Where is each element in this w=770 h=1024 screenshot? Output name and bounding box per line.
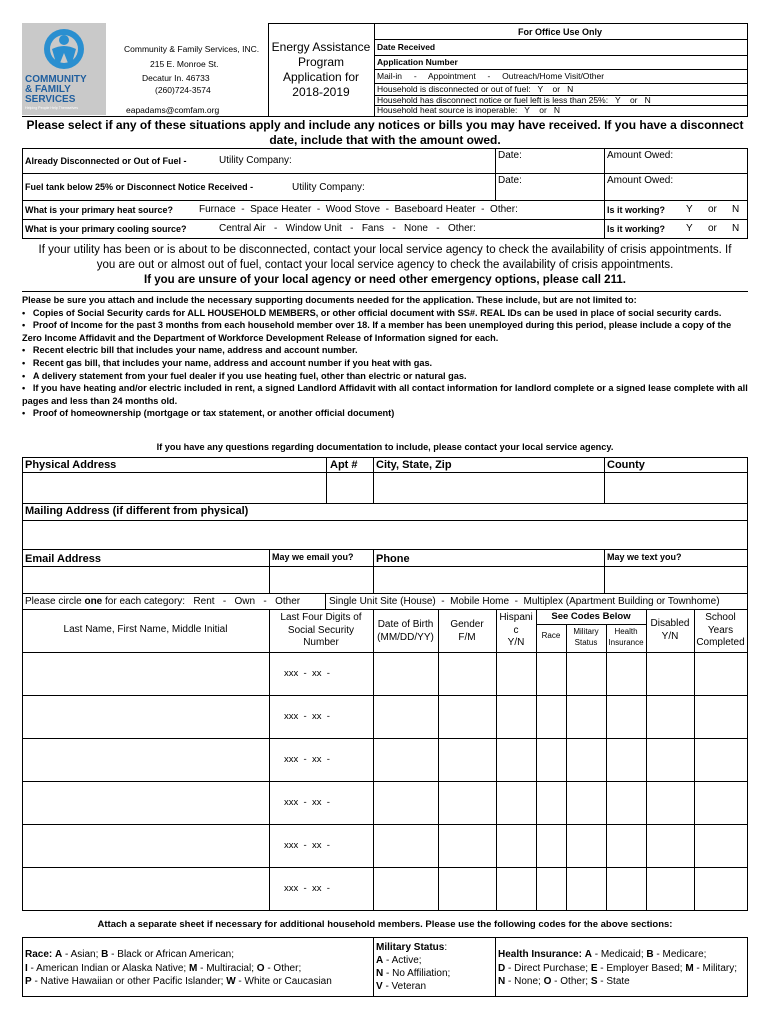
attach-note: Attach a separate sheet if necessary for additional household members. Please use the following codes for the above sections: xyxy=(97,919,673,930)
family-logo-icon xyxy=(42,27,86,71)
documents-list xyxy=(22,307,748,420)
amount-owed-label-1: Amount Owed: xyxy=(607,150,674,161)
org-city: Decatur In. 46733 xyxy=(142,73,210,83)
member-gender-cell[interactable] xyxy=(439,782,495,823)
member-hispanic-cell[interactable] xyxy=(497,825,535,866)
member-gender-cell[interactable] xyxy=(439,653,495,694)
document-item: • Copies of Social Security cards for ALL HOUSEHOLD MEMBERS, or other official document with SS#. REAL IDs can be used in place of social security cards. xyxy=(22,307,722,318)
member-race-cell[interactable] xyxy=(537,696,565,737)
race-codes-line1: Race: A - Asian; B - Black or African American; xyxy=(25,949,235,960)
member-health-cell[interactable] xyxy=(607,653,645,694)
ssn-prefix: xxx - xx - xyxy=(284,883,330,894)
cooling-working-or: or xyxy=(708,223,717,234)
notice-line1: If your utility has been or is about to be disconnected, contact your local service agency to check the availability of crisis appointments. If xyxy=(38,244,732,256)
situations-heading xyxy=(22,118,748,148)
member-military-cell[interactable] xyxy=(567,696,605,737)
physical-address-input[interactable] xyxy=(23,473,325,502)
see-codes-header: See Codes Below xyxy=(551,611,631,622)
member-health-cell[interactable] xyxy=(607,782,645,823)
logo-text-line3: SERVICES xyxy=(25,94,76,105)
member-name-cell[interactable] xyxy=(23,868,268,909)
fuel-below-label: Fuel tank below 25% or Disconnect Notice Received - xyxy=(25,182,254,192)
member-hispanic-cell[interactable] xyxy=(497,739,535,780)
may-email-input[interactable] xyxy=(270,567,372,592)
member-gender-cell[interactable] xyxy=(439,868,495,909)
org-phone: (260)724-3574 xyxy=(155,85,211,95)
member-ssn-cell[interactable] xyxy=(270,739,372,780)
member-disabled-cell[interactable] xyxy=(647,782,693,823)
cooling-source-options[interactable]: Central Air - Window Unit - Fans - None - Other: xyxy=(219,223,476,234)
member-race-cell[interactable] xyxy=(537,653,565,694)
health-codes-line3: N - None; O - Other; S - State xyxy=(498,976,630,987)
situations-heading-line1: Please select if any of these situations apply and include any notices or bills you may have received. If you have a disconnect xyxy=(26,118,744,132)
date-label-1: Date: xyxy=(498,150,522,161)
military-code-none: N - No Affiliation; xyxy=(376,968,451,979)
member-health-cell[interactable] xyxy=(607,739,645,780)
cooling-source-label: What is your primary cooling source? xyxy=(25,224,187,234)
race-codes-line3: P - Native Hawaiian or other Pacific Islander; W - White or Caucasian xyxy=(25,976,332,987)
document-item: • If you have heating and/or electric included in rent, a signed Landlord Affidavit with all contact information for landlord complete or a signed lease complete with all pages and less than 24 months old. xyxy=(22,383,748,406)
title-line1: Energy Assistance xyxy=(271,40,371,54)
utility-company-label-1: Utility Company: xyxy=(219,155,292,166)
application-number-field[interactable] xyxy=(470,56,746,68)
member-disabled-cell[interactable] xyxy=(647,868,693,909)
member-school-cell[interactable] xyxy=(695,653,746,694)
member-dob-cell[interactable] xyxy=(374,782,437,823)
member-gender-cell[interactable] xyxy=(439,825,495,866)
col-hispanic-header: Hispani c Y/N xyxy=(499,612,533,648)
member-health-cell[interactable] xyxy=(607,696,645,737)
heat-working-or: or xyxy=(708,204,717,215)
member-military-cell[interactable] xyxy=(567,825,605,866)
disconnect-notice-yn[interactable]: Household has disconnect notice or fuel left is less than 25%: Y or N xyxy=(377,95,651,105)
phone-label: Phone xyxy=(376,553,410,565)
member-race-cell[interactable] xyxy=(537,782,565,823)
document-item: • Proof of homeownership (mortgage or tax statement, or another official document) xyxy=(22,408,395,419)
logo-text-line2: & FAMILY xyxy=(25,84,71,95)
military-code-veteran: V - Veteran xyxy=(376,981,427,992)
col-military-header: Military Status xyxy=(573,627,599,647)
member-gender-cell[interactable] xyxy=(439,739,495,780)
org-name: Community & Family Services, INC. xyxy=(124,44,260,54)
already-disconnected-label: Already Disconnected or Out of Fuel - xyxy=(25,156,187,166)
cooling-working-yes[interactable]: Y xyxy=(686,223,693,234)
document-item: • A delivery statement from your fuel dealer if you use heating fuel, other than electric or natural gas. xyxy=(22,370,467,381)
document-item: • Proof of Income for the past 3 months from each household member over 18. If a member has been unemployed during this period, please include a copy of the Zero Income Affidavit and the Department of Workforce Development Release of Information signed for each. xyxy=(22,320,732,343)
member-disabled-cell[interactable] xyxy=(647,653,693,694)
member-hispanic-cell[interactable] xyxy=(497,653,535,694)
member-health-cell[interactable] xyxy=(607,825,645,866)
ssn-prefix: xxx - xx - xyxy=(284,711,330,722)
col-health-header: Health Insurance xyxy=(608,627,644,647)
col-race-header: Race xyxy=(541,631,561,640)
heat-working-yes[interactable]: Y xyxy=(686,204,693,215)
member-dob-cell[interactable] xyxy=(374,868,437,909)
city-state-zip-input[interactable] xyxy=(374,473,603,502)
member-school-cell[interactable] xyxy=(695,739,746,780)
member-dob-cell[interactable] xyxy=(374,825,437,866)
health-codes-line1: Health Insurance: A - Medicaid; B - Medicare; xyxy=(498,949,707,960)
apt-label: Apt # xyxy=(330,459,358,471)
member-dob-cell[interactable] xyxy=(374,653,437,694)
heat-source-label: What is your primary heat source? xyxy=(25,205,174,215)
date-label-2: Date: xyxy=(498,175,522,186)
date-received-field[interactable] xyxy=(450,40,746,54)
physical-address-label: Physical Address xyxy=(25,459,117,471)
ssn-prefix: xxx - xx - xyxy=(284,754,330,765)
notice-line3: If you are unsure of your local agency or need other emergency options, please call 211. xyxy=(144,274,626,286)
col-disabled-header: Disabled Y/N xyxy=(650,618,690,642)
col-gender-header: Gender F/M xyxy=(450,619,484,643)
utility-company-field-1[interactable] xyxy=(300,150,493,171)
member-name-cell[interactable] xyxy=(23,825,268,866)
housing-type-row[interactable]: Single Unit Site (House) - Mobile Home - Multiplex (Apartment Building or Townhome) xyxy=(329,596,720,607)
title-line2: Program xyxy=(297,55,344,69)
member-disabled-cell[interactable] xyxy=(647,696,693,737)
org-street: 215 E. Monroe St. xyxy=(150,59,219,69)
utility-company-label-2: Utility Company: xyxy=(292,182,365,193)
member-hispanic-cell[interactable] xyxy=(497,868,535,909)
member-military-cell[interactable] xyxy=(567,739,605,780)
may-text-label: May we text you? xyxy=(607,552,682,562)
org-logo xyxy=(22,23,106,115)
col-ssn-header: Last Four Digits of Social Security Number xyxy=(280,612,362,648)
member-disabled-cell[interactable] xyxy=(647,739,693,780)
city-state-zip-label: City, State, Zip xyxy=(376,459,452,471)
disconnect-notice-text xyxy=(22,243,748,288)
disconnected-yn[interactable]: Household is disconnected or out of fuel: Y or N xyxy=(377,84,574,94)
email-address-label: Email Address xyxy=(25,553,102,565)
intake-method-options[interactable]: Mail-in - Appointment - Outreach/Home Visit/Other xyxy=(377,71,605,81)
utility-company-field-2[interactable] xyxy=(370,176,493,198)
member-military-cell[interactable] xyxy=(567,653,605,694)
member-name-cell[interactable] xyxy=(23,739,268,780)
member-ssn-cell[interactable] xyxy=(270,825,372,866)
office-use-header: For Office Use Only xyxy=(518,27,603,37)
member-gender-cell[interactable] xyxy=(439,696,495,737)
date-received-label: Date Received xyxy=(377,42,436,52)
member-military-cell[interactable] xyxy=(567,868,605,909)
may-text-input[interactable] xyxy=(605,567,746,592)
application-number-label: Application Number xyxy=(377,57,458,67)
member-name-cell[interactable] xyxy=(23,653,268,694)
race-codes-line2: I - American Indian or Alaska Native; M - Multiracial; O - Other; xyxy=(25,962,302,974)
phone-input[interactable] xyxy=(374,567,603,592)
member-ssn-cell[interactable] xyxy=(270,868,372,909)
member-ssn-cell[interactable] xyxy=(270,782,372,823)
situations-heading-line2: date, include that with the amount owed. xyxy=(269,133,501,147)
county-input[interactable] xyxy=(605,473,746,502)
documents-closing: If you have any questions regarding documentation to include, please contact your local service agency. xyxy=(156,442,614,452)
title-line3: Application for xyxy=(282,70,360,84)
member-hispanic-cell[interactable] xyxy=(497,696,535,737)
apt-input[interactable] xyxy=(327,473,372,502)
member-ssn-cell[interactable] xyxy=(270,696,372,737)
health-codes-line2: D - Direct Purchase; E - Employer Based; M - Military; xyxy=(498,962,737,974)
title-line4: 2018-2019 xyxy=(292,85,350,99)
county-label: County xyxy=(607,459,645,471)
member-school-cell[interactable] xyxy=(695,825,746,866)
amount-owed-label-2: Amount Owed: xyxy=(607,175,674,186)
document-item: • Recent electric bill that includes your name, address and account number. xyxy=(22,345,358,356)
form-title xyxy=(268,40,374,100)
heat-inoperable-yn[interactable]: Household heat source is inoperable: Y or N xyxy=(377,105,561,115)
housing-tenure-row[interactable]: Please circle one for each category: Rent - Own - Other xyxy=(25,596,301,607)
mailing-address-label: Mailing Address (if different from physical) xyxy=(25,505,249,517)
member-ssn-cell[interactable] xyxy=(270,653,372,694)
may-email-label: May we email you? xyxy=(272,552,354,562)
member-disabled-cell[interactable] xyxy=(647,825,693,866)
logo-text-line1: COMMUNITY xyxy=(25,74,87,85)
org-email: eapadams@comfam.org xyxy=(126,105,220,115)
col-dob-header: Date of Birth (MM/DD/YY) xyxy=(377,619,434,643)
member-dob-cell[interactable] xyxy=(374,696,437,737)
military-code-active: A - Active; xyxy=(376,955,422,966)
member-school-cell[interactable] xyxy=(695,868,746,909)
member-race-cell[interactable] xyxy=(537,825,565,866)
ssn-prefix: xxx - xx - xyxy=(284,668,330,679)
member-military-cell[interactable] xyxy=(567,782,605,823)
ssn-prefix: xxx - xx - xyxy=(284,840,330,851)
documents-intro: Please be sure you attach and include the necessary supporting documents needed for the application. These include, but are not limited to: xyxy=(22,295,637,305)
military-codes-title: Military Status: xyxy=(376,942,448,953)
document-item: • Recent gas bill, that includes your name, address and account number if you heat with gas. xyxy=(22,357,433,368)
heat-working-label: Is it working? xyxy=(607,205,666,215)
member-race-cell[interactable] xyxy=(537,739,565,780)
heat-source-options[interactable]: Furnace - Space Heater - Wood Stove - Baseboard Heater - Other: xyxy=(199,204,518,215)
member-dob-cell[interactable] xyxy=(374,739,437,780)
cooling-working-no[interactable]: N xyxy=(732,223,740,234)
member-school-cell[interactable] xyxy=(695,696,746,737)
health-codes xyxy=(498,948,737,989)
logo-tagline: Helping People Help Themselves xyxy=(25,106,79,110)
member-school-cell[interactable] xyxy=(695,782,746,823)
member-name-cell[interactable] xyxy=(23,696,268,737)
member-race-cell[interactable] xyxy=(537,868,565,909)
col-name-header: Last Name, First Name, Middle Initial xyxy=(63,624,228,635)
heat-working-no[interactable]: N xyxy=(732,204,740,215)
documents-section xyxy=(22,294,748,420)
notice-line2: you are out or almost out of fuel, contact your local service agency to check the availability of crisis appointments. xyxy=(96,259,674,271)
member-name-cell[interactable] xyxy=(23,782,268,823)
col-school-header: School Years Completed xyxy=(696,612,745,648)
email-address-input[interactable] xyxy=(23,567,268,592)
member-health-cell[interactable] xyxy=(607,868,645,909)
mailing-address-input[interactable] xyxy=(23,521,746,548)
ssn-prefix: xxx - xx - xyxy=(284,797,330,808)
cooling-working-label: Is it working? xyxy=(607,224,666,234)
member-hispanic-cell[interactable] xyxy=(497,782,535,823)
race-codes xyxy=(25,948,332,989)
military-codes xyxy=(376,941,450,993)
